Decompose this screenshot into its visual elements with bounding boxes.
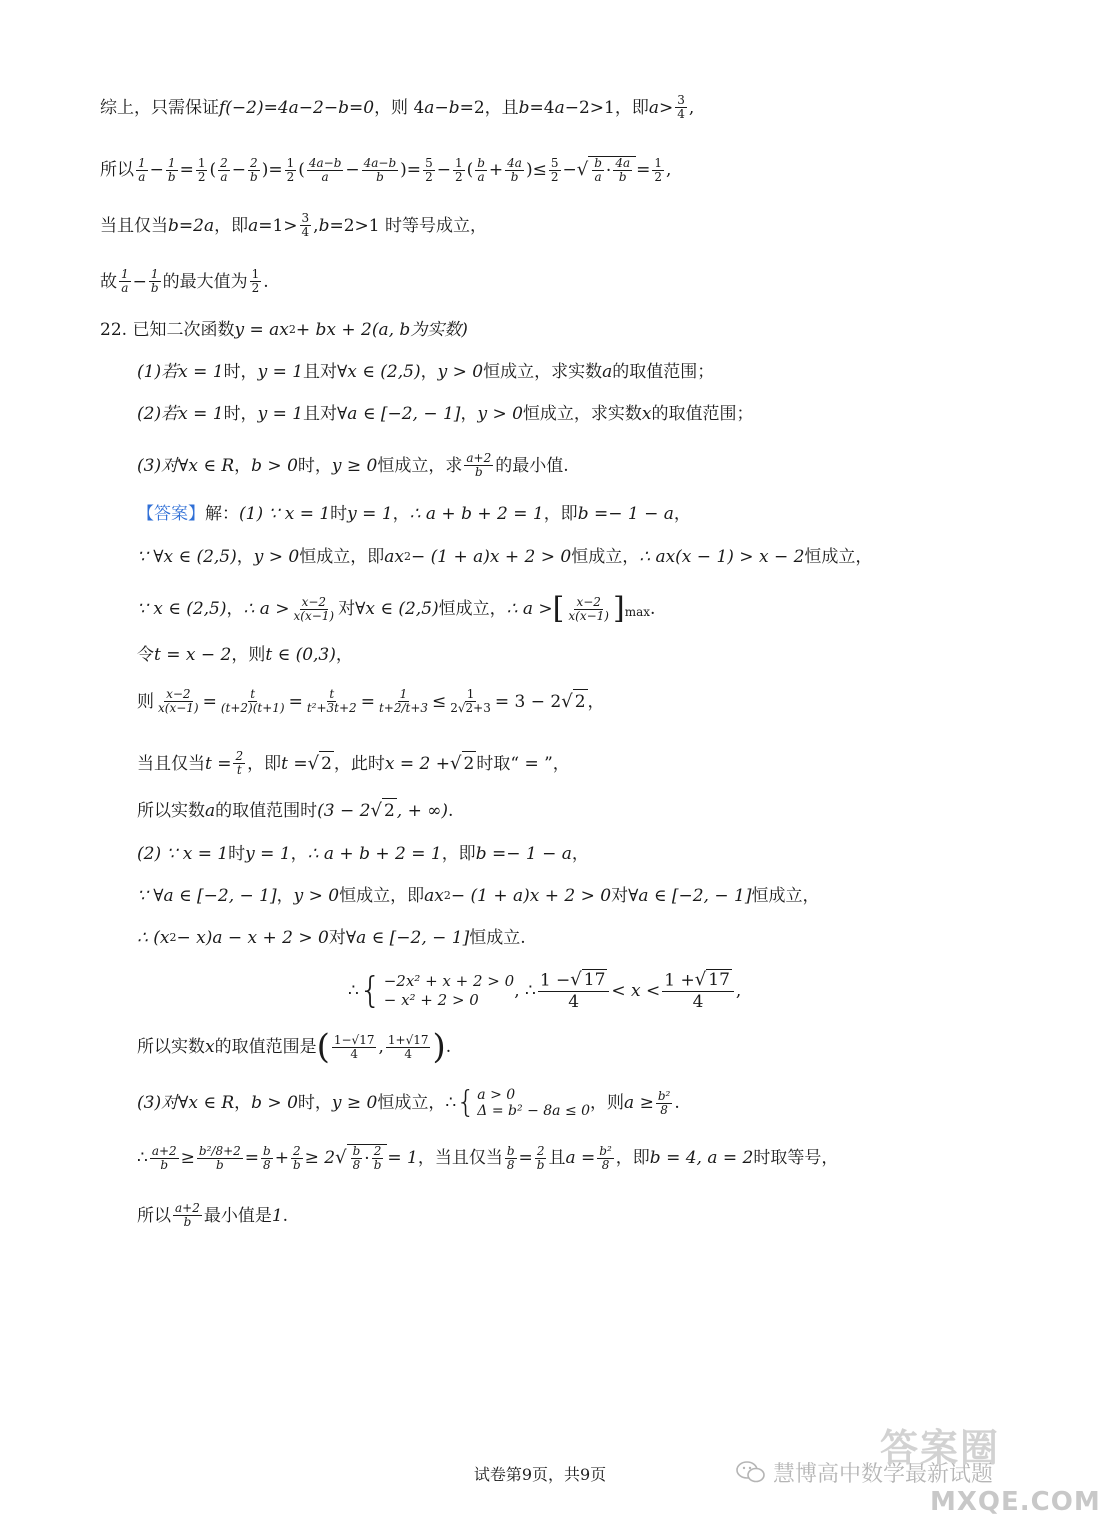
- text-line: 当且仅当 b=2a ，即 a =1> $\frac{3}{4}$ , b =2>1 时等号成立，: [100, 211, 487, 239]
- question-part-1: (1)若 x = 1 时， y = 1 且对 ∀x ∈ (2,5) ， y > 0 恒成立，求实数 a 的取值范围；: [137, 362, 715, 382]
- text: =2，且: [459, 97, 519, 118]
- fraction: $\frac{1+√17}{4}$: [387, 1032, 429, 1061]
- text-line: 故 $\frac{1}{a}$ − $\frac{1}{b}$ 的最大值为 $\frac{1}{2}$ .: [100, 267, 269, 295]
- fraction: $\frac{1}{b}$: [150, 267, 159, 295]
- fraction: $\frac{x-2}{x(x-1)}$: [568, 594, 609, 623]
- fraction: $\frac{1}{a}$: [121, 267, 129, 295]
- sqrt: √ 2: [370, 799, 395, 821]
- fraction: $\frac{t}{\text{t²+3t+2}}$: [306, 687, 357, 715]
- math: f(−2)=4a−2−b=0: [219, 97, 375, 118]
- fraction: $\frac{\text{b²}}{8}$: [657, 1088, 671, 1117]
- text: 所以: [100, 160, 134, 180]
- sqrt: √ 2: [561, 690, 586, 712]
- text: ，则 4: [374, 97, 425, 118]
- answer-line: ∵ ∀x ∈ (2,5) ， y > 0 恒成立，即 ax 2 − (1 + a)x + 2 > 0 恒成立， ∴ ax(x − 1) > x − 2 恒成立，: [137, 547, 873, 567]
- text: ,: [688, 97, 695, 118]
- math: b: [518, 97, 530, 118]
- system-brace: { −2x² + x + 2 > 0 − x² + 2 > 0: [358, 970, 515, 1011]
- fraction: $\frac{t}{(t+2)(t+1)}$: [220, 687, 285, 715]
- math: a: [424, 97, 435, 118]
- text: −2>1，即: [564, 97, 649, 118]
- sqrt: √ 2: [307, 752, 332, 774]
- fraction: $\frac{1}{b}$: [167, 155, 176, 184]
- sqrt: √ 2: [450, 752, 475, 774]
- answer-line: 所以 $\frac{a+2}{b}$ 最小值是 1 .: [137, 1201, 289, 1229]
- fraction: $\frac{1}{2}$: [454, 155, 463, 184]
- question-part-3: (3)对 ∀x ∈ R ， b > 0 时， y ≥ 0 恒成立，求 $\frac{a+2}{b}$ 的最小值.: [137, 451, 569, 479]
- answer-line: 所以实数 a 的取值范围时 (3 − 2 √ 2 , + ∞) .: [137, 799, 454, 821]
- sqrt: √ $\frac{b}{a}$ · $\frac{4a}{b}$: [577, 156, 636, 184]
- fraction: $\frac{x-2}{x(x-1)}$: [293, 594, 335, 623]
- answer-line: ∵ ∀a ∈ [−2, − 1] ， y > 0 恒成立，即 ax 2 − (1 + a)x + 2 > 0 对 ∀a ∈ [−2, − 1] 恒成立，: [137, 886, 820, 906]
- fraction: $\frac{2}{t}$: [235, 749, 244, 777]
- answer-system-line: ∴ { −2x² + x + 2 > 0 − x² + 2 > 0 , ∴ 1 − √ 17 4 < x < 1 + √ 17 4 ,: [348, 969, 742, 1013]
- wechat-icon: [736, 1460, 766, 1484]
- fraction: $\frac{5}{2}$: [425, 155, 433, 184]
- question-part-2: (2)若 x = 1 时， y = 1 且对 ∀a ∈ [−2, − 1] ， y > 0 恒成立，求实数 x 的取值范围；: [137, 404, 754, 424]
- math: a: [648, 97, 659, 118]
- question-22-title: 22. 已知二次函数 y = ax 2 + bx + 2(a, b为实数): [100, 320, 468, 340]
- math: b: [448, 97, 460, 118]
- fraction: $\frac{2}{a}$: [220, 155, 228, 184]
- fraction: $\frac{3}{4}$: [677, 93, 685, 121]
- fraction: $\frac{b}{a}$: [477, 155, 485, 184]
- answer-line: 所以实数 x 的取值范围是 ( $\frac{1-√17}{4}$ , $\frac{1+√17}{4}$ ) .: [137, 1027, 452, 1067]
- page-footer: 试卷第9页，共9页: [473, 1465, 607, 1484]
- watermark-site: MXQE.COM: [930, 1487, 1101, 1517]
- answer-line: (2) ∵ x = 1 时 y = 1 ， ∴ a + b + 2 = 1 ，即 b =− 1 − a ，: [137, 844, 589, 864]
- answer-line: (3)对 ∀x ∈ R ， b > 0 时， y ≥ 0 恒成立， ∴ { a > 0 Δ = b² − 8a ≤ 0 ，则 a ≥ $\frac{\text{b²}}{8}$ .: [137, 1085, 680, 1120]
- fraction: $\frac{5}{2}$: [550, 155, 559, 184]
- watermark-logo: 答案圈: [880, 1426, 1001, 1470]
- fraction: $\frac{3}{4}$: [301, 211, 310, 239]
- fraction: $\frac{1}{2}$: [251, 267, 260, 295]
- answer-line: 当且仅当 t = $\frac{2}{t}$ ，即 t = √ 2 ，此时 x = 2 + √ 2 时取“ = ”，: [137, 749, 570, 777]
- math: >: [659, 97, 674, 118]
- sqrt: √ $\frac{b}{8}$ · $\frac{2}{b}$: [335, 1144, 387, 1172]
- math: −: [434, 97, 449, 118]
- fraction: $\frac{1}{a}$: [138, 155, 146, 184]
- fraction: $\frac{1}{t+2/t+3}$: [378, 687, 429, 715]
- text: 综上，只需保证: [100, 97, 219, 118]
- fraction: $\frac{4a}{b}$: [507, 155, 522, 184]
- text-line: [100, 94, 694, 121]
- fraction: $\frac{4a-b}{a}$: [308, 155, 342, 184]
- fraction: $\frac{1-√17}{4}$: [333, 1032, 375, 1061]
- fraction: $\frac{1}{2}$: [654, 155, 663, 184]
- fraction: $\frac{x-2}{x(x-1)}$: [158, 687, 199, 715]
- answer-line: ∴ $\frac{a+2}{b}$ ≥ $\frac{\text{b²/8+2}}{b}$ = $\frac{b}{8}$ + $\frac{2}{b}$ ≥ 2 √ $\frac{b}{8}$ · $\frac{2}{b}$ = 1 ，当且仅当 $\frac{b}{8}$ = $\frac{2}{b}$ 且 a = $\frac{\text{b²}}{8}$ ，即 b = 4, a = 2 时取等号，: [137, 1143, 839, 1172]
- system-brace: { a > 0 Δ = b² − 8a ≤ 0: [456, 1085, 591, 1120]
- fraction: $\frac{1}{2}$: [286, 155, 295, 184]
- watermark-text: 慧博高中数学最新试题: [773, 1462, 994, 1487]
- math: =4: [529, 97, 555, 118]
- answer-tag: 【答案】: [137, 504, 205, 524]
- fraction: 1 − √ 17 4: [538, 969, 610, 1014]
- answer-line: ∴ (x 2 − x)a − x + 2 > 0 对 ∀a ∈ [−2, − 1] 恒成立.: [137, 928, 526, 948]
- answer-line: 则 $\frac{x-2}{x(x-1)}$ = $\frac{t}{(t+2)(t+1)}$ = $\frac{t}{\text{t²+3t+2}}$ = $\frac{1}{t+2/t+3}$ ≤ $\frac{1}{2√2+3}$ = 3 − 2 √ 2 ，: [137, 687, 605, 715]
- answer-line: 令 t = x − 2 ，则 t ∈ (0,3) ，: [137, 645, 353, 665]
- fraction: 1 + √ 17 4: [662, 969, 734, 1014]
- fraction: $\frac{1}{2}$: [197, 155, 206, 184]
- fraction: $\frac{a+2}{b}$: [466, 451, 492, 479]
- fraction: $\frac{2}{b}$: [250, 155, 258, 184]
- fraction: $\frac{a+2}{b}$: [175, 1201, 200, 1229]
- fraction: $\frac{4a-b}{b}$: [363, 155, 397, 184]
- math: a: [554, 97, 565, 118]
- answer-line: ∵ x ∈ (2,5) ， ∴ a > $\frac{x-2}{x(x-1)}$ 对 ∀x ∈ (2,5) 恒成立， ∴ a > [ $\frac{x-2}{x(x-1)}$ ] max .: [137, 591, 656, 626]
- text-line: 所以 $\frac{1}{a}$ − $\frac{1}{b}$ = $\frac{1}{2}$ ( $\frac{2}{a}$ − $\frac{2}{b}$ )= $\frac{1}{2}$ ( $\frac{4a-b}{a}$ − $\frac{4a-b}{b}$ )= $\frac{5}{2}$ − $\frac{1}{2}$ ( $\frac{b}{a}$ + $\frac{4a}{b}$ )≤ $\frac{5}{2}$ − √ $\frac{b}{a}$ · $\frac{4a}{b}$ = $\frac{1}{2}$ ,: [100, 155, 672, 184]
- fraction: $\frac{1}{2√2+3}$: [450, 687, 491, 715]
- answer-line: 【答案】 解： (1) ∵ x = 1 时 y = 1 ， ∴ a + b + 2 = 1 ，即 b =− 1 − a ，: [137, 504, 691, 524]
